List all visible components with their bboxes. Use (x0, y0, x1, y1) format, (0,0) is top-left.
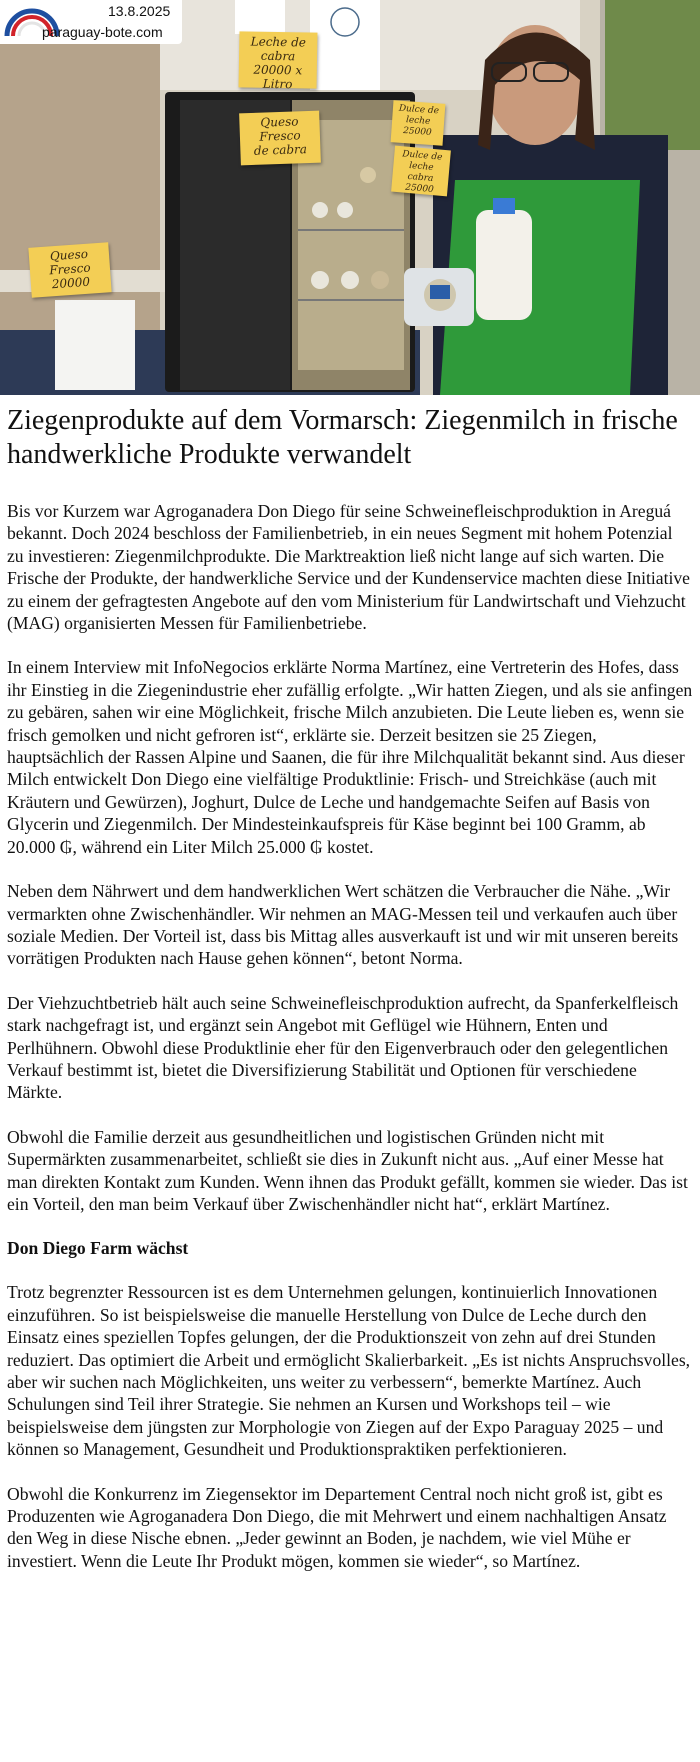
price-sign-dulce-de-leche-cabra: Dulce de leche cabra 25000 (391, 146, 451, 197)
article-paragraph: Der Viehzuchtbetrieb hält auch seine Schweinefleischproduktion aufrecht, da Spanferkelfleisch stark nachgefragt ist, und ergänzt sein Angebot mit Geflügel wie Hühnern, Enten und Perlhühnern. Obwohl diese Produktlinie eher für den Eigenverbrauch oder den gelegentlichen Verkauf bestimmt ist, bietet die Diversifizierung Stabilität und Optionen für verschiedene Märkte. (7, 992, 679, 1103)
article-paragraph: Obwohl die Familie derzeit aus gesundheitlichen und logistischen Gründen nicht mit Supermärkten zusammenarbeitet, schließt sie dies in Zukunft nicht aus. „Auf einer Messe hat man direkten Kontakt zum Kunden. Wenn ihnen das Produkt gefällt, kommen sie wieder. Das ist ein Vorteil, den man beim Verkauf über Zwischenhändler nicht hat“, erklärt Martínez. (7, 1126, 688, 1214)
market-stand-illustration (0, 0, 700, 395)
price-sign-fresh-goat-cheese: Queso Fresco de cabra (239, 111, 321, 166)
article-body (0, 404, 693, 1572)
article-paragraph: Trotz begrenzter Ressourcen ist es dem Unternehmen gelungen, kontinuierlich Innovationen einzuführen. So ist beispielsweise die manuelle Herstellung von Dulce de Leche durch den Einsatz eines speziellen Topfes gelungen, der die Produktionszeit von zehn auf drei Stunden reduziert. Das optimiert die Arbeit und ermöglicht Skalierbarkeit. „Es ist nichts Anspruchsvolles, aber wir suchen nach Möglichkeiten, uns weiter zu verbessern“, bemerkte Martínez. Auch Schulungen sind Teil ihrer Strategie. Sie nehmen an Kursen und Workshops teil – wie beispielsweise dem jüngsten zur Morphologie von Ziegen auf der Expo Paraguay 2025 – und können so Management, Gesundheit und Produktionspraktiken perfektionieren. (7, 1282, 691, 1460)
hero-photo (0, 0, 700, 395)
article-subheading: Don Diego Farm wächst (7, 1238, 189, 1259)
article-headline: Ziegenprodukte auf dem Vormarsch: Ziegenmilch in frische handwerkliche Produkte verwandelt (7, 405, 678, 470)
article-paragraph: In einem Interview mit InfoNegocios erklärte Norma Martínez, eine Vertreterin des Hofes, dass ihr Einstieg in die Ziegenindustrie eher zufällig erfolgte. „Wir hatten Ziegen, und als sie anfingen zu gebären, sahen wir eine Möglichkeit, frische Milch anzubieten. Die Leute lieben es, wenn sie frisch gemolken und nicht gefroren ist“, erklärte sie. Derzeit besitzen sie 25 Ziegen, hauptsächlich der Rassen Alpine und Saanen, die für ihre Milchqualität bekannt sind. Aus dieser Milch entwickelt Don Diego eine vielfältige Produktlinie: Frisch- und Streichkäse (auch mit Kräutern und Gewürzen), Joghurt, Dulce de Leche und handgemachte Seifen auf Basis von Glycerin und Ziegenmilch. Der Mindesteinkaufspreis für Käse beginnt bei 100 Gramm, ab 20.000 ₲, während ein Liter Milch 25.000 ₲ kostet. (7, 657, 693, 857)
price-sign-queso-fresco: Queso Fresco 20000 (28, 242, 111, 297)
article-paragraph: Obwohl die Konkurrenz im Ziegensektor im Departement Central noch nicht groß ist, gibt es Produzenten wie Agroganadera Don Diego, die mit Mehrwert und einem nachhaltigen Ansatz den Weg in diese Nische ebnen. „Jeder gewinnt an Boden, je nachdem, wie viel Mühe er investiert. Wenn die Leute Ihr Produkt mögen, kommen sie wieder“, so Martínez. (7, 1483, 667, 1571)
article-paragraph: Neben dem Nährwert und dem handwerklichen Wert schätzen die Verbraucher die Nähe. „Wir vermarkten ohne Zwischenhändler. Wir nehmen an MAG-Messen teil und verkaufen auch über soziale Medien. Der Vorteil ist, dass bis Mittag alles ausverkauft ist und wir mit unseren bereits vorrätigen Produkten nach Hause gehen können“, betont Norma. (7, 881, 679, 969)
price-sign-dulce-de-leche: Dulce de leche 25000 (391, 100, 446, 146)
source-badge (0, 0, 182, 44)
price-sign-goat-milk: Leche de cabra 20000 x Litro (239, 31, 318, 88)
site-name: paraguay-bote.com (42, 24, 163, 40)
article-paragraph: Bis vor Kurzem war Agroganadera Don Diego für seine Schweinefleischproduktion in Areguá bekannt. Doch 2024 beschloss der Familienbetrieb, in ein neues Segment mit hohem Potenzial zu investieren: Ziegenmilchprodukte. Die Marktreaktion ließ nicht lange auf sich warten. Die Frische der Produkte, der handwerkliche Service und der Kundenservice machten diese Initiative zu einem der gefragtesten Angebote auf den vom Ministerium für Landwirtschaft und Viehzucht (MAG) organisierten Messen für Familienbetriebe. (7, 501, 690, 634)
publication-date: 13.8.2025 (108, 3, 171, 19)
